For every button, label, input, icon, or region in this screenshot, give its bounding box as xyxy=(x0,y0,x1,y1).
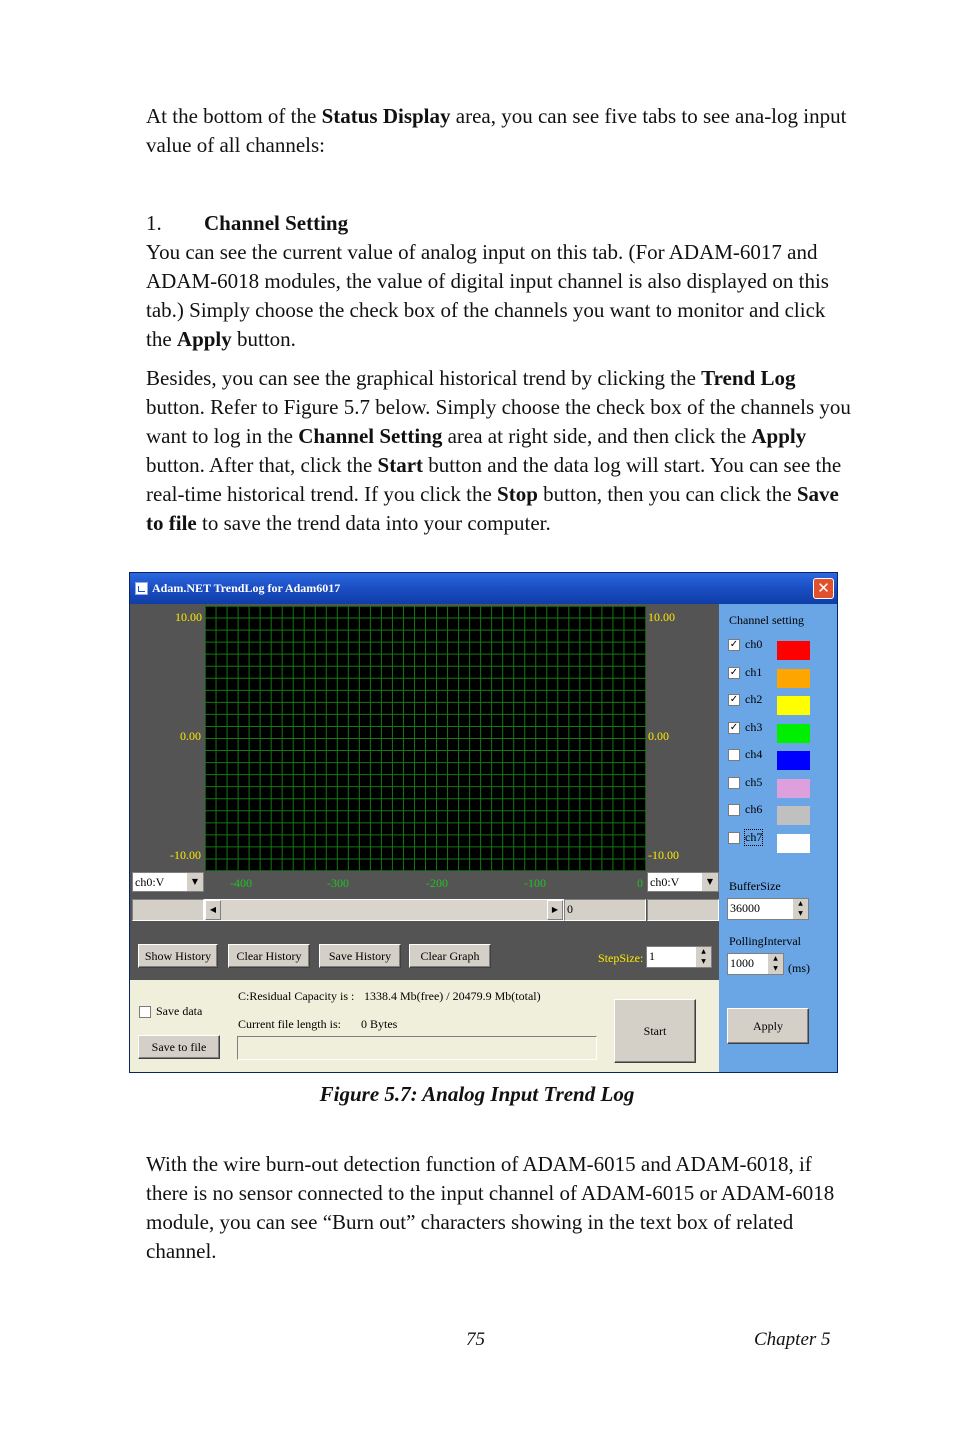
para-bold: Channel Setting xyxy=(298,424,443,448)
progress-bar xyxy=(237,1036,597,1060)
save-history-button[interactable]: Save History xyxy=(319,944,401,968)
x-label: -400 xyxy=(230,876,252,890)
channel-color-ch6[interactable] xyxy=(777,806,810,825)
scroll-left-button[interactable]: ◀ xyxy=(205,900,221,920)
channel-label-ch4: ch4 xyxy=(745,747,763,761)
channel-color-ch3[interactable] xyxy=(777,724,810,743)
right-channel-select[interactable] xyxy=(647,872,719,892)
close-icon: ✕ xyxy=(817,579,830,597)
app-icon xyxy=(135,582,148,595)
residual-capacity-label: C:Residual Capacity is : xyxy=(238,989,355,1003)
close-button[interactable] xyxy=(813,578,834,599)
window-title: Adam.NET TrendLog for Adam6017 xyxy=(152,581,341,595)
save-data-checkbox[interactable] xyxy=(139,1006,151,1018)
para-text: button, then you can click the xyxy=(537,482,797,506)
checkmark-icon: ✓ xyxy=(729,721,739,733)
figure-caption: Figure 5.7: Analog Input Trend Log xyxy=(319,1082,635,1106)
arrow-down-icon: ▼ xyxy=(798,910,803,917)
intro-text: At the bottom of the xyxy=(146,104,322,128)
para-text: button and the data log will start. You can see the real-time historical trend. If you click the xyxy=(146,453,842,506)
step-size-value: 1 xyxy=(649,949,655,963)
checkmark-icon: ✓ xyxy=(729,666,739,678)
y-label-right-mid: 0.00 xyxy=(648,729,669,743)
apply-button[interactable]: Apply xyxy=(727,1008,809,1044)
channel-checkbox-ch4[interactable] xyxy=(728,749,740,761)
para-text: button. After that, click the xyxy=(146,453,378,477)
channel-checkbox-ch7[interactable] xyxy=(728,832,740,844)
x-label: -200 xyxy=(426,876,448,890)
file-length-value: 0 Bytes xyxy=(361,1017,398,1031)
x-label: 0 xyxy=(637,876,643,890)
channel-color-ch0[interactable] xyxy=(777,641,810,660)
history-scrollbar[interactable] xyxy=(204,899,564,921)
channel-color-ch4[interactable] xyxy=(777,751,810,770)
residual-capacity-value: 1338.4 Mb(free) / 20479.9 Mb(total) xyxy=(364,989,541,1003)
checkmark-icon: ✓ xyxy=(729,694,739,705)
x-label: -100 xyxy=(524,876,546,890)
channel-label-ch1: ch1 xyxy=(745,664,763,679)
polling-interval-input[interactable] xyxy=(727,953,784,975)
chevron-down-icon: ▼ xyxy=(186,873,203,891)
channel-label-ch0: ch0 xyxy=(745,637,763,651)
intro-bold: Status Display xyxy=(321,104,451,128)
para-bold: Save to file xyxy=(146,482,839,535)
channel-checkbox-ch2[interactable] xyxy=(728,694,740,706)
polling-interval-label: PollingInterval xyxy=(729,934,801,948)
polling-interval-spinner[interactable] xyxy=(767,954,783,974)
section-number: 1. xyxy=(146,211,162,235)
page-number: 75 xyxy=(466,1329,485,1350)
show-history-button[interactable]: Show History xyxy=(138,944,218,968)
step-size-input[interactable] xyxy=(646,946,712,968)
buffer-size-value: 36000 xyxy=(730,901,760,915)
para-text: to save the trend data into your computer. xyxy=(196,511,551,535)
right-scroll-field xyxy=(647,899,719,921)
intro-text: area, you can see five tabs to see ana-log input value of all channels: xyxy=(146,104,847,157)
file-length-label: Current file length is: xyxy=(238,1017,341,1031)
trendlog-window xyxy=(129,572,838,1073)
intro-paragraph xyxy=(146,102,852,160)
para-bold: Start xyxy=(377,453,424,477)
arrow-up-icon: ▲ xyxy=(798,900,803,907)
scroll-value: 0 xyxy=(567,902,573,916)
channel-color-ch1[interactable] xyxy=(777,669,810,688)
checkmark-icon: ✓ xyxy=(729,639,739,650)
channel-checkbox-ch3[interactable] xyxy=(728,722,740,734)
y-label-right-bottom: -10.00 xyxy=(648,848,679,862)
buffer-size-input[interactable] xyxy=(727,898,809,920)
chevron-down-icon: ▼ xyxy=(701,873,718,891)
window-titlebar xyxy=(130,573,837,604)
clear-history-button[interactable]: Clear History xyxy=(228,944,310,968)
channel-label-ch7: ch7 xyxy=(745,829,763,844)
para-bold: Trend Log xyxy=(701,366,796,390)
buffer-size-spinner[interactable] xyxy=(792,899,808,919)
start-button[interactable]: Start xyxy=(614,999,696,1063)
y-label-left-mid: 0.00 xyxy=(180,729,201,743)
clear-graph-button[interactable]: Clear Graph xyxy=(409,944,491,968)
save-to-file-button[interactable]: Save to file xyxy=(138,1035,220,1059)
step-size-spinner[interactable] xyxy=(695,947,711,967)
arrow-down-icon: ▼ xyxy=(773,965,778,972)
para-text: button. xyxy=(231,327,296,351)
left-channel-value: ch0:V xyxy=(135,875,165,889)
burn-out-paragraph: With the wire burn-out detection function of ADAM-6015 and ADAM-6018, if there is no sensor connected to the input channel of ADAM-6015 or ADAM-6018 module, you can see “Burn out” characters showing in the text box of related channel. xyxy=(146,1152,835,1263)
channel-checkbox-ch1[interactable] xyxy=(728,667,740,679)
channel-color-ch7[interactable] xyxy=(777,834,810,853)
polling-unit: (ms) xyxy=(788,961,810,975)
scroll-value-field xyxy=(564,899,646,921)
para-text: You can see the current value of analog input on this tab. (For ADAM-6017 and ADAM-6018 modules, the value of digital input channel is also displayed on this tab.) Simply choose the check box of the channels you want to monitor and click the xyxy=(146,240,829,351)
polling-interval-value: 1000 xyxy=(730,956,754,970)
channel-checkbox-ch0[interactable] xyxy=(728,639,740,651)
channel-setting-paragraph xyxy=(146,238,852,354)
right-channel-value: ch0:V xyxy=(650,875,680,889)
channel-checkbox-ch5[interactable] xyxy=(728,777,740,789)
chapter-label: Chapter 5 xyxy=(754,1329,831,1350)
channel-color-ch5[interactable] xyxy=(777,779,810,798)
scroll-right-button[interactable]: ▶ xyxy=(547,900,563,920)
y-label-left-top: 10.00 xyxy=(175,610,202,624)
save-data-label: Save data xyxy=(156,1004,203,1018)
section-heading xyxy=(146,209,348,238)
trend-plot-grid xyxy=(205,606,646,871)
step-size-label: StepSize: xyxy=(598,951,644,965)
para-text: area at right side, and then click the xyxy=(442,424,752,448)
channel-checkbox-ch6[interactable] xyxy=(728,804,740,816)
channel-color-ch2[interactable] xyxy=(777,696,810,715)
y-label-right-top: 10.00 xyxy=(648,610,675,624)
trend-log-paragraph xyxy=(146,364,852,538)
para-bold: Stop xyxy=(497,482,538,506)
channel-label-ch3: ch3 xyxy=(745,719,763,734)
channel-setting-label: Channel setting xyxy=(729,613,804,627)
buffer-size-label: BufferSize xyxy=(729,879,781,893)
arrow-up-icon: ▲ xyxy=(701,948,706,955)
para-text: Besides, you can see the graphical historical trend by clicking the xyxy=(146,366,702,390)
para-text: button. Refer to Figure 5.7 below. Simply choose the check box of the channels you want to log in the xyxy=(146,395,851,448)
arrow-down-icon: ▼ xyxy=(701,958,706,965)
y-label-left-bottom: -10.00 xyxy=(170,848,201,862)
left-channel-select[interactable] xyxy=(132,872,204,892)
x-label: -300 xyxy=(327,876,349,890)
para-bold: Apply xyxy=(176,327,232,351)
channel-label-ch2: ch2 xyxy=(745,692,763,706)
channel-label-ch5: ch5 xyxy=(745,774,763,789)
channel-label-ch6: ch6 xyxy=(745,802,763,816)
para-bold: Apply xyxy=(751,424,807,448)
section-title: Channel Setting xyxy=(204,211,349,235)
arrow-up-icon: ▲ xyxy=(773,955,778,962)
left-scroll-field xyxy=(132,899,204,921)
